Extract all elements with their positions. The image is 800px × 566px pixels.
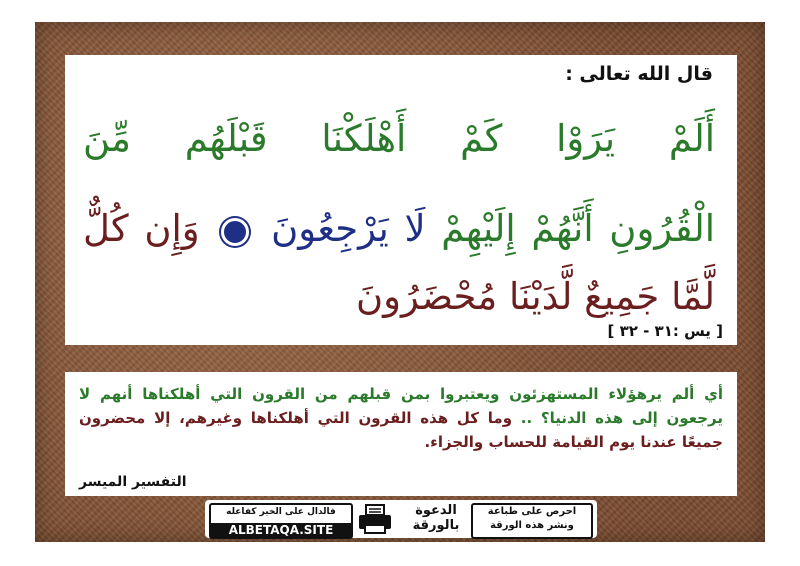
tafsir-part-3: جميعًا عندنا يوم القيامة للحساب والجزاء. bbox=[424, 433, 723, 451]
logo-line-2: بالورقة bbox=[412, 518, 460, 533]
printer-icon bbox=[355, 503, 395, 535]
site-caption: فالدال على الخير كفاعله bbox=[226, 507, 336, 517]
dawa-logo bbox=[401, 503, 471, 535]
verse-end-mark-icon bbox=[221, 218, 249, 246]
verse-intro: قال الله تعالى : bbox=[565, 63, 713, 85]
tafsir-source: التفسير الميسر bbox=[79, 474, 187, 490]
verse-line-2-part-b: لَا يَرْجِعُونَ bbox=[271, 207, 426, 250]
tafsir-text bbox=[79, 382, 723, 454]
verse-line-1: أَلَمْ يَرَوْا كَمْ أَهْلَكْنَا قَبْلَهُم مِّنَ bbox=[83, 117, 715, 160]
slogan-box bbox=[471, 503, 593, 539]
verse-line-2-part-a: الْقُرُونِ أَنَّهُمْ إِلَيْهِمْ bbox=[441, 207, 716, 250]
footer-banner bbox=[205, 500, 597, 538]
tafsir-card bbox=[65, 372, 737, 496]
verse-line-2-part-c: وَإِن كُلٌّ bbox=[83, 207, 200, 250]
tafsir-part-2: وما كل هذه القرون التي أهلكناها وغيرهم، إلا محضرون bbox=[79, 409, 513, 427]
slogan-line-2: ونشر هذه الورقة bbox=[490, 520, 574, 531]
slogan-line-1: احرص على طباعة bbox=[487, 506, 577, 517]
verse-line-3: لَّمَّا جَمِيعٌ لَّدَيْنَا مُحْضَرُونَ bbox=[355, 275, 715, 318]
tafsir-part-1: أي ألم يرهؤلاء المستهزئون ويعتبروا بمن قبلهم من القرون التي أهلكناها أنهم لا يرجعون إلى هذه الدنيا؟ .. bbox=[79, 385, 723, 427]
verse-line-2 bbox=[83, 207, 715, 250]
verse-card bbox=[65, 55, 737, 345]
site-box[interactable] bbox=[209, 503, 353, 539]
verse-reference: [ يس :٣١ - ٣٢ ] bbox=[607, 322, 723, 340]
site-url[interactable]: ALBETAQA.SITE bbox=[211, 523, 351, 537]
logo-line-1: الدعوة bbox=[415, 503, 457, 518]
